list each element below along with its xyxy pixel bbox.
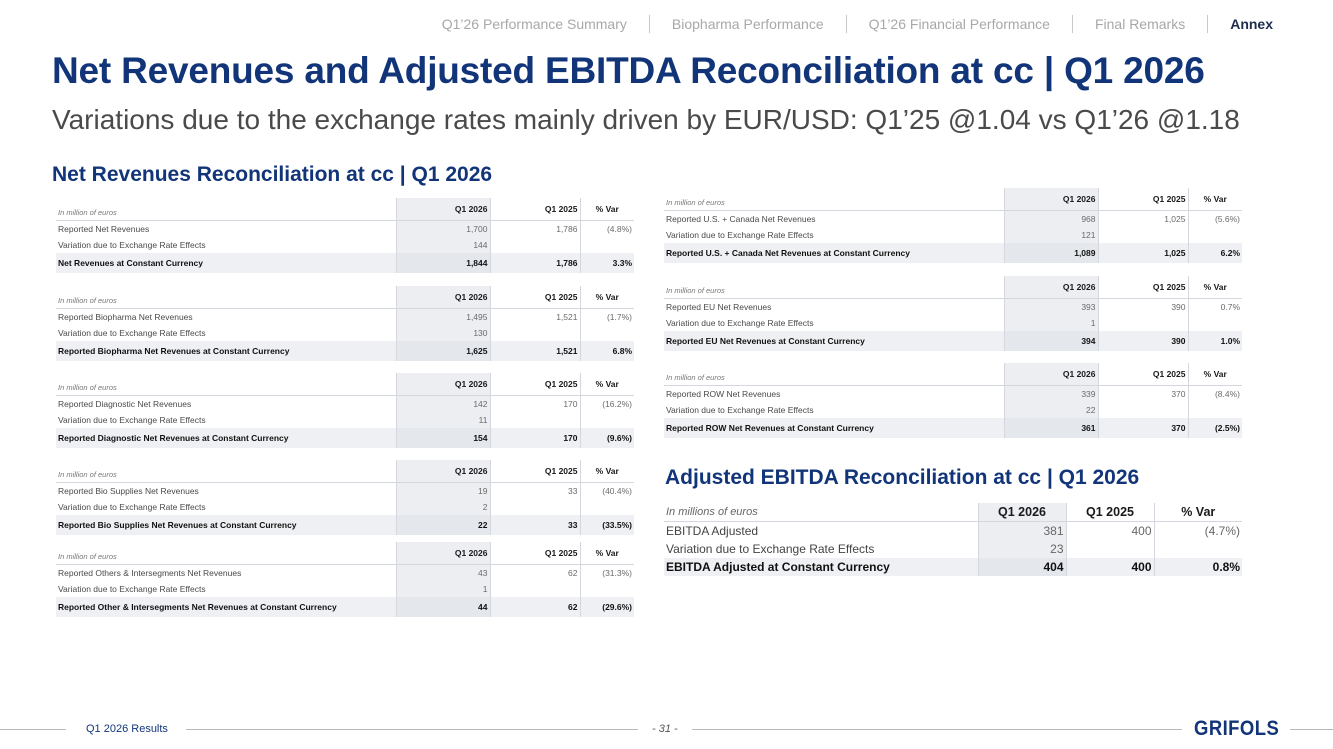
total-row — [664, 418, 1242, 438]
table-row — [56, 499, 634, 515]
cell-q1-2025: 370 — [1098, 385, 1188, 402]
table-row — [664, 402, 1242, 418]
row-label: Reported Biopharma Net Revenues at Constant Currency — [56, 341, 396, 361]
cell-q1-2025: 62 — [490, 597, 580, 617]
cell-q1-2026: 393 — [1004, 298, 1098, 315]
unit-label: In million of euros — [58, 551, 117, 561]
grifols-logo: GRIFOLS — [1194, 717, 1280, 740]
cell-var: (33.5%) — [580, 515, 634, 535]
cell-q1-2026: 11 — [396, 412, 490, 428]
column-header-q1-2026: Q1 2026 — [1004, 276, 1098, 298]
cell-q1-2026: 339 — [1004, 385, 1098, 402]
footer-rule — [1290, 729, 1333, 730]
cell-q1-2025: 400 — [1066, 522, 1154, 541]
table-header-row — [664, 276, 1242, 298]
row-label: Net Revenues at Constant Currency — [56, 253, 396, 273]
column-header-q1-2026: Q1 2026 — [1004, 363, 1098, 385]
cell-var — [1188, 315, 1242, 331]
cell-q1-2026: 44 — [396, 597, 490, 617]
cell-q1-2025 — [490, 325, 580, 341]
cell-q1-2026: 23 — [978, 540, 1066, 558]
total-row — [664, 331, 1242, 351]
row-label: Reported Other & Intersegments Net Revenues at Constant Currency — [56, 597, 396, 617]
column-header-q1-2025: Q1 2025 — [490, 542, 580, 564]
total-row — [56, 428, 634, 448]
column-header-var: % Var — [595, 203, 619, 214]
cell-q1-2026: 121 — [1004, 227, 1098, 243]
table-row — [56, 581, 634, 597]
column-header-var: % Var — [1181, 505, 1216, 519]
table-row — [664, 315, 1242, 331]
ebitda-table — [664, 503, 1242, 576]
nav-item-annex[interactable]: Annex — [1230, 16, 1273, 32]
table-header-row — [56, 460, 634, 482]
column-header-q1-2025: Q1 2025 — [490, 198, 580, 220]
unit-label: In million of euros — [58, 207, 117, 217]
cell-q1-2026: 1,089 — [1004, 243, 1098, 263]
cell-var: 1.0% — [1188, 331, 1242, 351]
cell-q1-2026: 1,625 — [396, 341, 490, 361]
row-label: Reported ROW Net Revenues — [664, 385, 1004, 402]
total-row — [56, 253, 634, 273]
table-row — [56, 395, 634, 412]
table-header-row — [664, 188, 1242, 210]
row-label: Reported U.S. + Canada Net Revenues at Constant Currency — [664, 243, 1004, 263]
footer-rule — [692, 729, 1182, 730]
cell-var: (40.4%) — [580, 482, 634, 499]
footer-rule — [0, 729, 66, 730]
cell-var: (8.4%) — [1188, 385, 1242, 402]
row-table — [664, 363, 1242, 438]
column-header-var: % Var — [1203, 368, 1227, 379]
biopharma-table — [56, 286, 634, 361]
cell-q1-2026: 394 — [1004, 331, 1098, 351]
column-header-q1-2025: Q1 2025 — [1098, 363, 1188, 385]
table-row — [56, 308, 634, 325]
net-revenues-section-heading: Net Revenues Reconciliation at cc | Q1 2026 — [52, 163, 493, 186]
cell-q1-2026: 381 — [978, 522, 1066, 541]
table-row — [56, 482, 634, 499]
total-row — [56, 597, 634, 617]
column-header-q1-2025: Q1 2025 — [490, 460, 580, 482]
row-label: Variation due to Exchange Rate Effects — [666, 404, 814, 415]
cell-var: 0.7% — [1188, 298, 1242, 315]
nav-item-final-remarks[interactable]: Final Remarks — [1094, 16, 1186, 32]
cell-q1-2025: 1,786 — [490, 220, 580, 237]
cell-var — [580, 325, 634, 341]
column-header-var: % Var — [595, 547, 619, 558]
cell-q1-2026: 968 — [1004, 210, 1098, 227]
column-header-q1-2026: Q1 2026 — [1004, 188, 1098, 210]
table-row — [56, 220, 634, 237]
cell-q1-2025 — [1098, 315, 1188, 331]
cell-q1-2025: 370 — [1098, 418, 1188, 438]
cell-q1-2026: 361 — [1004, 418, 1098, 438]
column-header-var: % Var — [595, 378, 619, 389]
cell-q1-2026: 1,495 — [396, 308, 490, 325]
cell-q1-2026: 43 — [396, 564, 490, 581]
cell-q1-2025: 62 — [490, 564, 580, 581]
row-label: Reported U.S. + Canada Net Revenues — [664, 210, 1004, 227]
footer-results-label: Q1 2026 Results — [86, 723, 168, 735]
cell-q1-2026: 130 — [396, 325, 490, 341]
column-header-q1-2026: Q1 2026 — [978, 503, 1066, 522]
cell-var: (5.6%) — [1188, 210, 1242, 227]
row-label: Reported Others & Intersegments Net Revenues — [56, 564, 396, 581]
cell-var: (9.6%) — [580, 428, 634, 448]
column-header-q1-2025: Q1 2025 — [490, 373, 580, 395]
cell-var: (29.6%) — [580, 597, 634, 617]
cell-var — [580, 237, 634, 253]
footer-rule — [186, 729, 638, 730]
row-label: EBITDA Adjusted — [664, 522, 978, 541]
page-title: Net Revenues and Adjusted EBITDA Reconciliation at cc | Q1 2026 — [52, 50, 1205, 91]
total-row — [664, 243, 1242, 263]
top-navigation — [420, 14, 1273, 34]
cell-q1-2025: 1,025 — [1098, 243, 1188, 263]
cell-var: (4.8%) — [580, 220, 634, 237]
column-header-var: % Var — [595, 465, 619, 476]
total-row — [56, 341, 634, 361]
cell-var: 3.3% — [580, 253, 634, 273]
column-header-var: % Var — [1203, 193, 1227, 204]
cell-q1-2025: 1,521 — [490, 308, 580, 325]
table-row — [56, 325, 634, 341]
cell-var — [1188, 402, 1242, 418]
cell-q1-2026: 1 — [1004, 315, 1098, 331]
ebitda-section-heading: Adjusted EBITDA Reconciliation at cc | Q1 2026 — [665, 466, 1140, 489]
table-row — [664, 227, 1242, 243]
cell-var: (2.5%) — [1188, 418, 1242, 438]
net-revenues-table — [56, 198, 634, 273]
cell-var: 6.2% — [1188, 243, 1242, 263]
bio-supplies-table — [56, 460, 634, 535]
row-label: Reported Bio Supplies Net Revenues — [56, 482, 396, 499]
column-header-q1-2026: Q1 2026 — [396, 542, 490, 564]
cell-q1-2026: 154 — [396, 428, 490, 448]
column-header-q1-2025: Q1 2025 — [490, 286, 580, 308]
others-intersegments-table — [56, 542, 634, 617]
us-canada-table — [664, 188, 1242, 263]
unit-label: In million of euros — [666, 285, 725, 295]
row-label: Variation due to Exchange Rate Effects — [58, 583, 206, 594]
cell-q1-2025: 33 — [490, 515, 580, 535]
table-row — [56, 564, 634, 581]
column-header-q1-2025: Q1 2025 — [1066, 503, 1154, 522]
row-label: Variation due to Exchange Rate Effects — [666, 229, 814, 240]
cell-q1-2025 — [490, 499, 580, 515]
table-header-row — [56, 198, 634, 220]
cell-q1-2025 — [1066, 540, 1154, 558]
column-header-q1-2025: Q1 2025 — [1098, 188, 1188, 210]
cell-var: (4.7%) — [1154, 522, 1242, 541]
cell-var: (1.7%) — [580, 308, 634, 325]
cell-q1-2026: 144 — [396, 237, 490, 253]
cell-q1-2025 — [490, 237, 580, 253]
cell-q1-2026: 19 — [396, 482, 490, 499]
cell-q1-2025: 170 — [490, 428, 580, 448]
table-header-row — [664, 503, 1242, 522]
cell-q1-2026: 1 — [396, 581, 490, 597]
row-label: Variation due to Exchange Rate Effects — [666, 317, 814, 328]
column-header-q1-2026: Q1 2026 — [396, 286, 490, 308]
cell-q1-2025: 400 — [1066, 558, 1154, 576]
row-label: Variation due to Exchange Rate Effects — [58, 239, 206, 250]
cell-q1-2025: 1,521 — [490, 341, 580, 361]
row-label: Reported EU Net Revenues — [664, 298, 1004, 315]
row-label: Reported Bio Supplies Net Revenues at Constant Currency — [56, 515, 396, 535]
table-row — [664, 210, 1242, 227]
cell-q1-2026: 22 — [1004, 402, 1098, 418]
cell-var: (31.3%) — [580, 564, 634, 581]
table-row — [56, 412, 634, 428]
cell-q1-2026: 404 — [978, 558, 1066, 576]
row-label: Reported Net Revenues — [56, 220, 396, 237]
cell-q1-2026: 1,700 — [396, 220, 490, 237]
row-label: Reported Diagnostic Net Revenues — [56, 395, 396, 412]
table-row — [664, 540, 1242, 558]
table-row — [664, 385, 1242, 402]
page-subtitle: Variations due to the exchange rates mainly driven by EUR/USD: Q1’25 @1.04 vs Q1’26 @1.18 — [52, 104, 1240, 135]
table-header-row — [664, 363, 1242, 385]
cell-var: (16.2%) — [580, 395, 634, 412]
unit-label: In millions of euros — [666, 506, 758, 518]
column-header-q1-2025: Q1 2025 — [1098, 276, 1188, 298]
diagnostic-table — [56, 373, 634, 448]
cell-var — [580, 581, 634, 597]
row-label: Variation due to Exchange Rate Effects — [58, 327, 206, 338]
cell-q1-2026: 22 — [396, 515, 490, 535]
table-row — [664, 522, 1242, 541]
row-label: Reported ROW Net Revenues at Constant Currency — [664, 418, 1004, 438]
cell-q1-2025 — [490, 412, 580, 428]
cell-var: 6.8% — [580, 341, 634, 361]
cell-q1-2026: 1,844 — [396, 253, 490, 273]
cell-q1-2025: 390 — [1098, 331, 1188, 351]
unit-label: In million of euros — [666, 197, 725, 207]
row-label: Variation due to Exchange Rate Effects — [666, 542, 875, 556]
row-label: Variation due to Exchange Rate Effects — [58, 414, 206, 425]
cell-var — [1188, 227, 1242, 243]
unit-label: In million of euros — [58, 382, 117, 392]
cell-var: 0.8% — [1154, 558, 1242, 576]
cell-q1-2026: 142 — [396, 395, 490, 412]
row-label: EBITDA Adjusted at Constant Currency — [664, 558, 978, 576]
total-row — [664, 558, 1242, 576]
cell-q1-2025: 390 — [1098, 298, 1188, 315]
column-header-q1-2026: Q1 2026 — [396, 373, 490, 395]
cell-q1-2025: 1,025 — [1098, 210, 1188, 227]
page-number: - 31 - — [652, 723, 678, 735]
cell-q1-2025 — [1098, 402, 1188, 418]
nav-item-q1-performance-summary[interactable]: Q1’26 Performance Summary — [441, 16, 627, 32]
nav-item-financial-performance[interactable]: Q1’26 Financial Performance — [868, 16, 1050, 32]
cell-q1-2025 — [1098, 227, 1188, 243]
unit-label: In million of euros — [58, 295, 117, 305]
cell-q1-2025 — [490, 581, 580, 597]
unit-label: In million of euros — [58, 469, 117, 479]
column-header-q1-2026: Q1 2026 — [396, 460, 490, 482]
cell-var — [1154, 540, 1242, 558]
column-header-q1-2026: Q1 2026 — [396, 198, 490, 220]
column-header-var: % Var — [595, 291, 619, 302]
table-header-row — [56, 542, 634, 564]
row-label: Reported Biopharma Net Revenues — [56, 308, 396, 325]
total-row — [56, 515, 634, 535]
row-label: Reported EU Net Revenues at Constant Currency — [664, 331, 1004, 351]
unit-label: In million of euros — [666, 372, 725, 382]
table-header-row — [56, 286, 634, 308]
cell-var — [580, 499, 634, 515]
table-header-row — [56, 373, 634, 395]
table-row — [56, 237, 634, 253]
cell-var — [580, 412, 634, 428]
row-label: Reported Diagnostic Net Revenues at Constant Currency — [56, 428, 396, 448]
table-row — [664, 298, 1242, 315]
cell-q1-2025: 170 — [490, 395, 580, 412]
cell-q1-2025: 1,786 — [490, 253, 580, 273]
eu-table — [664, 276, 1242, 351]
nav-item-biopharma-performance[interactable]: Biopharma Performance — [671, 16, 824, 32]
cell-q1-2026: 2 — [396, 499, 490, 515]
row-label: Variation due to Exchange Rate Effects — [58, 501, 206, 512]
cell-q1-2025: 33 — [490, 482, 580, 499]
column-header-var: % Var — [1203, 281, 1227, 292]
